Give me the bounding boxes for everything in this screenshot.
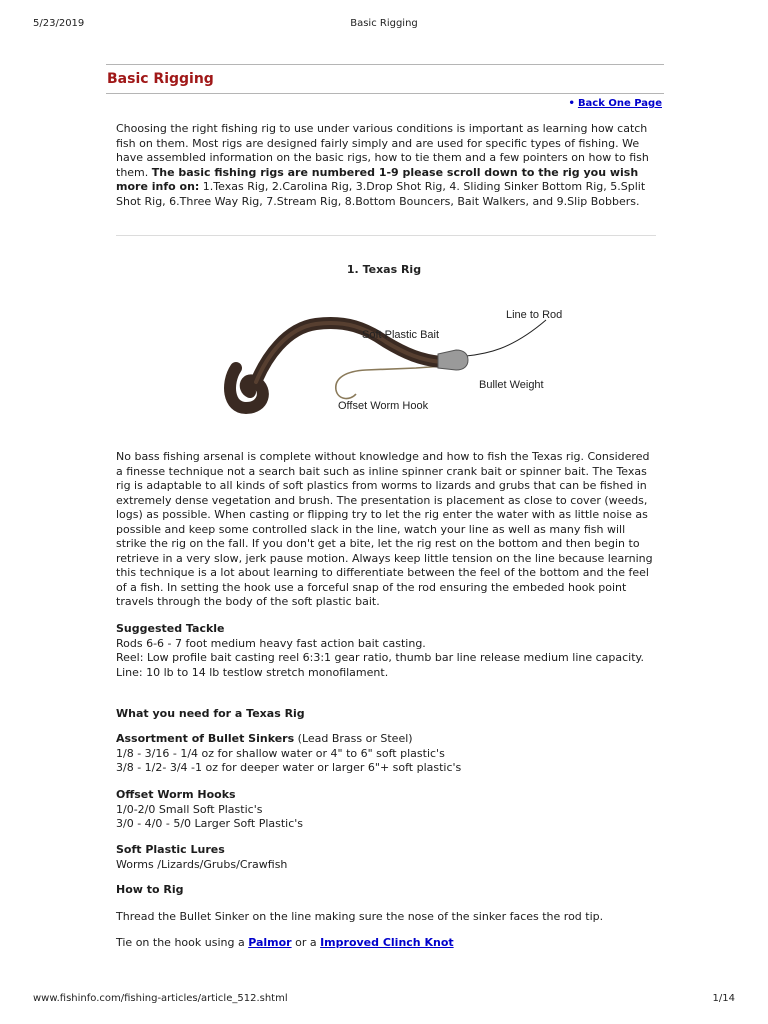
- improved-clinch-knot-link[interactable]: Improved Clinch Knot: [320, 936, 454, 949]
- lures-line-1: Worms /Lizards/Grubs/Crawfish: [116, 857, 288, 871]
- suggested-tackle-block: [116, 622, 656, 680]
- how-to-step-2-or: or a: [291, 936, 321, 949]
- label-offset-worm-hook: Offset Worm Hook: [338, 400, 429, 412]
- hooks-line-2: 3/0 - 4/0 - 5/0 Larger Soft Plastic's: [116, 817, 304, 830]
- how-to-rig-heading: How to Rig: [116, 883, 184, 896]
- hooks-line-1: 1/0-2/0 Small Soft Plastic's: [116, 802, 263, 816]
- print-footer-url: www.fishinfo.com/fishing-articles/article_512.shtml: [33, 993, 288, 1004]
- offset-hooks-block: [116, 788, 656, 832]
- bullet-icon: •: [568, 98, 575, 109]
- what-you-need-heading: What you need for a Texas Rig: [116, 707, 305, 720]
- bullet-sinkers-heading: Assortment of Bullet Sinkers: [116, 732, 295, 745]
- fishing-line: [466, 320, 546, 356]
- bullet-sinkers-block: [116, 732, 656, 776]
- tackle-reel: Reel: Low profile bait casting reel 6:3:1 gear ratio, thumb bar line release medium line capacity.: [116, 651, 644, 664]
- offset-hooks-heading: Offset Worm Hooks: [116, 788, 236, 801]
- back-link-wrapper: [569, 98, 662, 109]
- print-header-title: Basic Rigging: [350, 18, 418, 29]
- intro-text: Choosing the right fishing rig to use under various conditions is important as learning how catch fish on them. Most rigs are designed fairly simply and are used for specific types of fishing. We have assembled information on the basic rigs, how to tie them and a few pointers on how to fish them.: [116, 122, 649, 179]
- print-header-date: 5/23/2019: [33, 18, 85, 29]
- sinkers-line-2: 3/8 - 1/2- 3/4 -1 oz for deeper water or larger 6"+ soft plastic's: [116, 761, 462, 774]
- suggested-tackle-heading: Suggested Tackle: [116, 622, 225, 635]
- page-title: Basic Rigging: [107, 71, 214, 87]
- title-top-rule: [106, 64, 664, 65]
- soft-plastic-lures-block: [116, 843, 656, 872]
- intro-paragraph: [116, 122, 656, 209]
- texas-rig-diagram: [216, 298, 576, 424]
- title-bottom-rule: [106, 93, 664, 94]
- back-one-page-link[interactable]: Back One Page: [577, 98, 662, 109]
- label-soft-plastic-bait: Soft Plastic Bait: [362, 329, 440, 341]
- bullet-weight-sinker: [438, 350, 468, 370]
- section-divider: [116, 235, 656, 236]
- tackle-line: Line: 10 lb to 14 lb testlow stretch monofilament.: [116, 665, 389, 679]
- soft-plastic-lures-heading: Soft Plastic Lures: [116, 843, 225, 856]
- label-line-to-rod: Line to Rod: [506, 309, 563, 321]
- how-to-rig-heading-block: [116, 883, 656, 898]
- what-you-need-block: [116, 707, 656, 722]
- section-title: 1. Texas Rig: [346, 263, 422, 276]
- bullet-sinkers-note: (Lead Brass or Steel): [294, 732, 413, 745]
- how-to-step-2: [116, 936, 656, 951]
- palmor-knot-link[interactable]: Palmor: [248, 936, 292, 949]
- offset-hook: [336, 366, 444, 399]
- description-paragraph: [116, 450, 656, 610]
- sinkers-line-1: 1/8 - 3/16 - 1/4 oz for shallow water or 4" to 6" soft plastic's: [116, 746, 445, 760]
- intro-bold-text: The basic fishing rigs are numbered 1-9 please scroll down to the rig you wish more info on:: [116, 165, 639, 193]
- how-to-step-1: [116, 910, 656, 925]
- label-bullet-weight: Bullet Weight: [479, 379, 544, 391]
- intro-rig-list: 1.Texas Rig, 2.Carolina Rig, 3.Drop Shot Rig, 4. Sliding Sinker Bottom Rig, 5.Split Shot Rig, 6.Three Way Rig, 7.Stream Rig, 8.Bottom Bouncers, Bait Walkers, and 9.Slip Bobbers.: [116, 180, 646, 208]
- how-to-step-2-text: Tie on the hook using a: [116, 936, 249, 949]
- tackle-rods: Rods 6-6 - 7 foot medium heavy fast action bait casting.: [116, 636, 426, 650]
- print-footer-page: 1/14: [712, 993, 735, 1004]
- description-text: No bass fishing arsenal is complete without knowledge and how to fish the Texas rig. Considered a finesse technique not a search bait such as inline spinner crank bait or spinner bait. The Texas rig is adaptable to all kinds of soft plastics from worms to lizards and grubs that can be fished in extremely dense vegetation and brush. The presentation is placement as close to cover (weeds, logs) as possible. When casting or flipping try to let the rig enter the water with as little noise as possible and keep some controlled slack in the line, watch your line as well as many fish will strike the rig on the fall. If you don't get a bite, let the rig rest on the bottom and then begin to retrieve in a very slow, jerk pause motion. Always keep little tension on the line because learning this technique is a lot about learning to differentiate between the feel of the bottom and the feel of a fish. In setting the hook use a forceful snap of the rod ensuring the embeded hook point travels through the body of the soft plastic bait.: [116, 450, 653, 608]
- how-to-step-1-text: Thread the Bullet Sinker on the line making sure the nose of the sinker faces the rod tip.: [116, 910, 604, 923]
